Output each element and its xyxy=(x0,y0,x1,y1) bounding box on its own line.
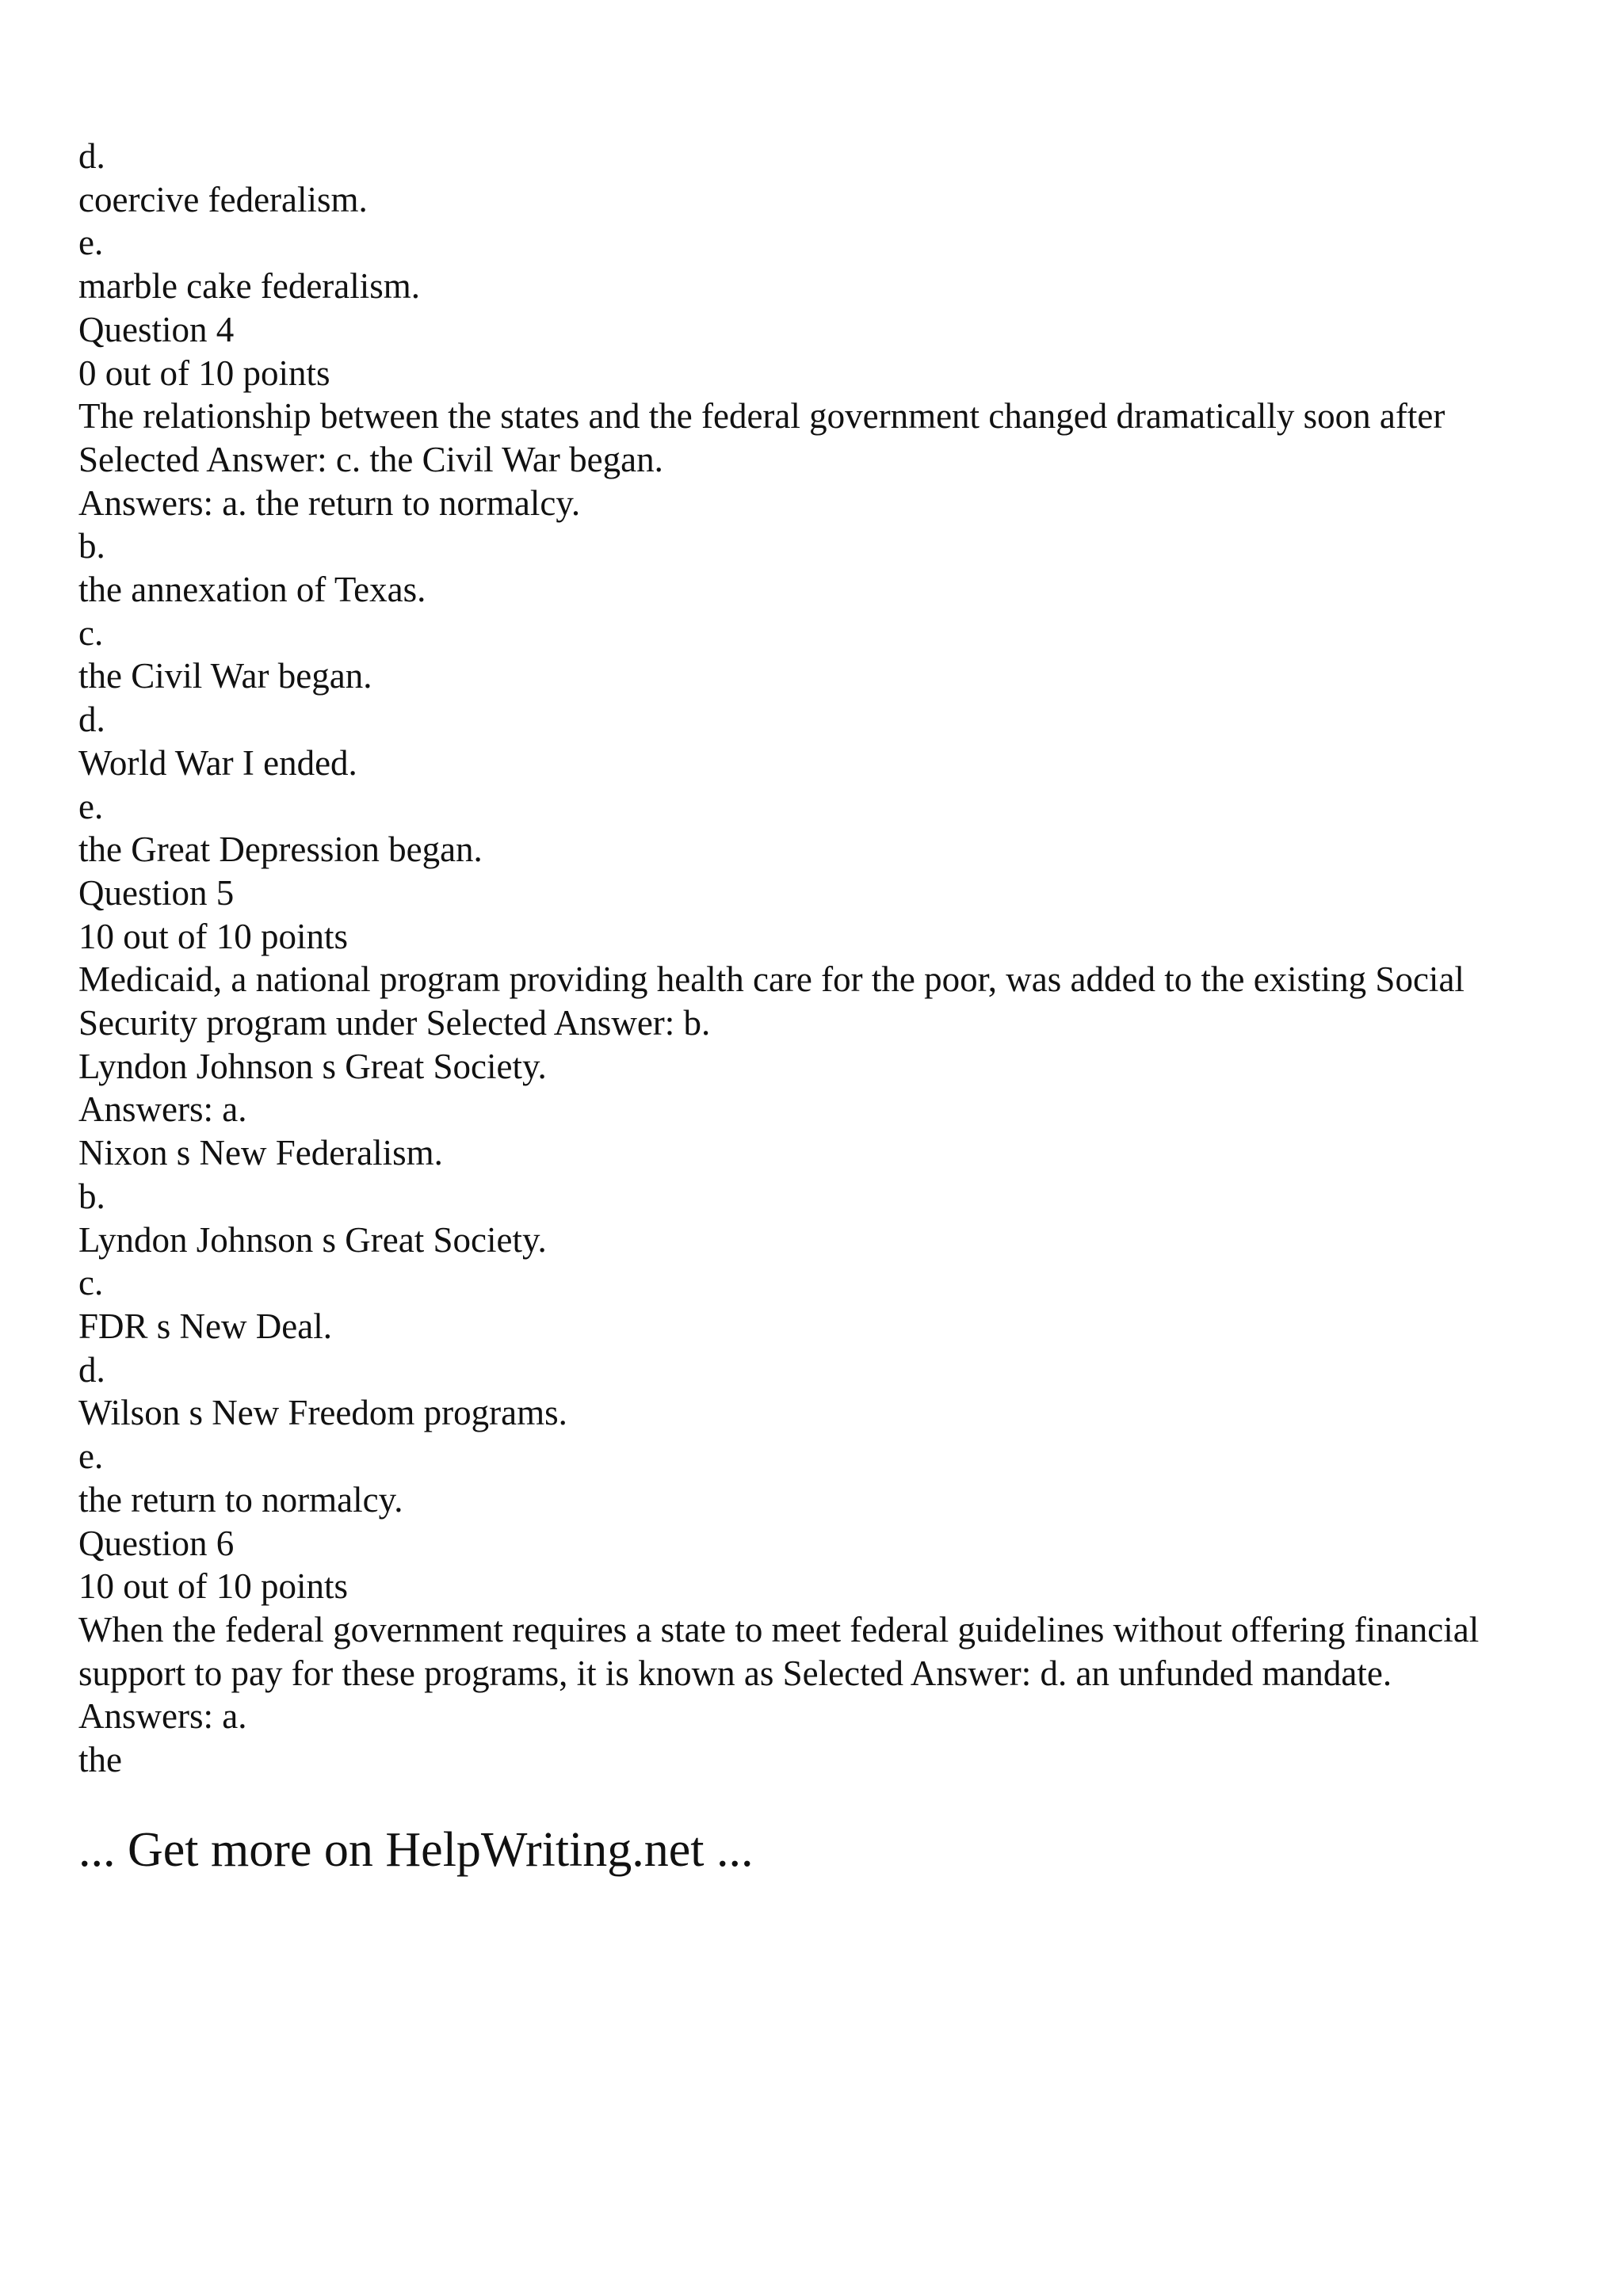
text-line: Medicaid, a national program providing health care for the poor, was added to the existing Social xyxy=(78,959,1465,1000)
text-line: e. xyxy=(78,1436,104,1477)
text-line: d. xyxy=(78,700,105,740)
text-line: Answers: a. xyxy=(78,1696,247,1737)
text-line: 0 out of 10 points xyxy=(78,353,330,393)
text-line: the return to normalcy. xyxy=(78,1479,403,1520)
text-line: World War I ended. xyxy=(78,742,357,783)
text-line: FDR s New Deal. xyxy=(78,1306,332,1346)
text-line: the Civil War began. xyxy=(78,656,372,696)
text-line: marble cake federalism. xyxy=(78,266,421,307)
text-line: Answers: a. the return to normalcy. xyxy=(78,482,581,523)
text-line: Question 5 xyxy=(78,872,235,913)
text-line: Lyndon Johnson s Great Society. xyxy=(78,1046,547,1086)
text-line: Question 6 xyxy=(78,1523,235,1563)
get-more-link[interactable]: ... Get more on HelpWriting.net ... xyxy=(78,1823,754,1877)
text-line: Selected Answer: c. the Civil War began. xyxy=(78,439,663,479)
text-line: Security program under Selected Answer: b. xyxy=(78,1003,711,1043)
text-line: support to pay for these programs, it is known as Selected Answer: d. an unfunded mandate. xyxy=(78,1653,1392,1693)
text-line: the Great Depression began. xyxy=(78,830,483,870)
text-line: The relationship between the states and the federal government changed dramatically soon after xyxy=(78,396,1445,437)
text-line: Lyndon Johnson s Great Society. xyxy=(78,1219,547,1260)
text-line: c. xyxy=(78,1263,104,1303)
text-line: Question 4 xyxy=(78,309,235,349)
text-line: 10 out of 10 points xyxy=(78,916,349,956)
text-line: b. xyxy=(78,1176,105,1216)
text-line: Nixon s New Federalism. xyxy=(78,1133,443,1173)
text-line: d. xyxy=(78,136,105,176)
text-line: the xyxy=(78,1740,122,1780)
text-line: When the federal government requires a state to meet federal guidelines without offering financial xyxy=(78,1609,1480,1650)
text-line: e. xyxy=(78,786,104,826)
text-line: 10 out of 10 points xyxy=(78,1566,349,1607)
document-text xyxy=(78,135,1552,1782)
text-line: d. xyxy=(78,1349,105,1390)
text-line: c. xyxy=(78,612,104,653)
text-line: Wilson s New Freedom programs. xyxy=(78,1393,567,1433)
text-line: e. xyxy=(78,223,104,263)
text-line: b. xyxy=(78,526,105,566)
text-line: Answers: a. xyxy=(78,1089,247,1130)
text-line: the annexation of Texas. xyxy=(78,570,426,610)
text-line: coercive federalism. xyxy=(78,179,368,219)
